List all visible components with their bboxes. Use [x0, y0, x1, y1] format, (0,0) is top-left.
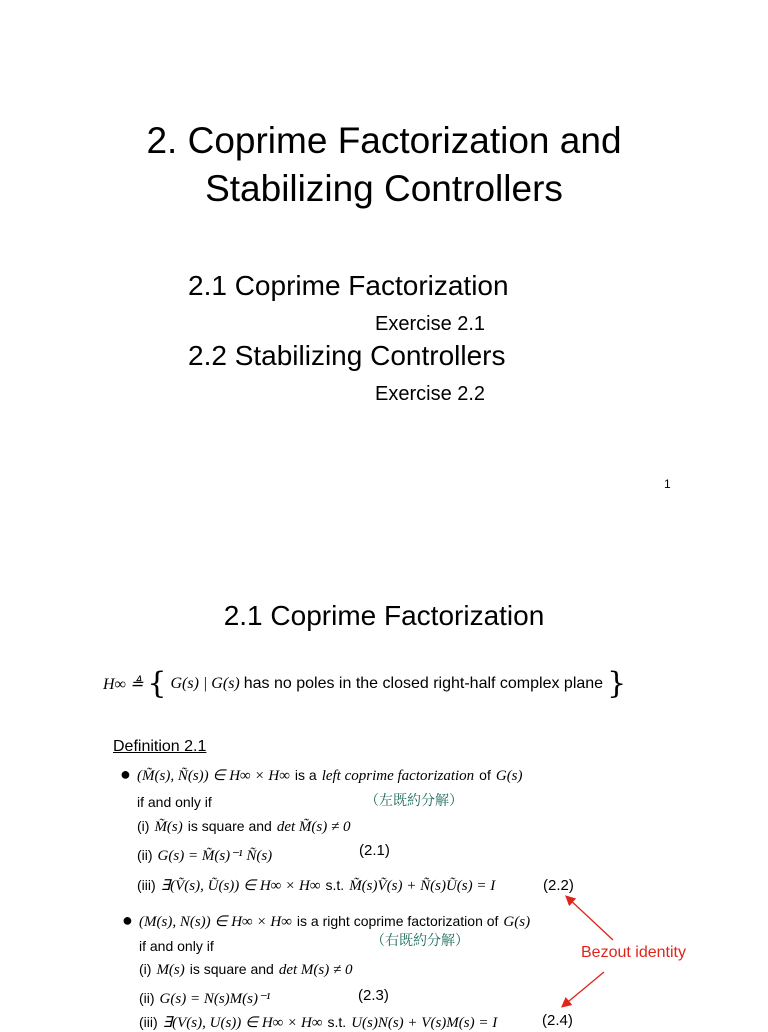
- hinf-lhs: H∞ ≜: [103, 675, 144, 693]
- equation-number-2-2: (2.2): [543, 877, 574, 894]
- text: is square and: [187, 818, 272, 834]
- equation-number-2-4: (2.4): [542, 1012, 573, 1029]
- label-iii: (iii): [137, 877, 156, 893]
- lcf-condition-i: [137, 818, 350, 836]
- rcf-iff: if and only if: [139, 938, 214, 954]
- label-ii: (ii): [139, 990, 155, 1006]
- det: det M(s) ≠ 0: [278, 962, 353, 978]
- bezout-arrows: [540, 880, 640, 1024]
- arrow-to-eq-2-4: [563, 972, 604, 1006]
- lcf-condition-iii: [137, 876, 495, 895]
- page-number-1: 1: [664, 477, 671, 491]
- text: is square and: [189, 961, 274, 977]
- rcf-condition-i: [139, 961, 352, 979]
- lcf-is-a: is a: [294, 767, 317, 783]
- math: G(s) = N(s)M(s)⁻¹: [159, 991, 271, 1007]
- hinf-set-variable: G(s) | G(s): [170, 674, 240, 692]
- lcf-iff: if and only if: [137, 794, 212, 810]
- lcf-of: of: [479, 767, 491, 783]
- math: G(s) = M̃(s)⁻¹ Ñ(s): [157, 848, 273, 864]
- arrow-to-eq-2-2: [567, 897, 613, 940]
- rcf-condition-ii: [139, 989, 270, 1008]
- set-right-brace: }: [607, 666, 627, 701]
- toc-section-2-2: 2.2 Stabilizing Controllers: [188, 340, 506, 371]
- math: M̃(s): [154, 819, 183, 835]
- lcf-condition-ii: [137, 846, 272, 865]
- rcf-condition-iii: [139, 1013, 497, 1032]
- rcf-g: G(s): [503, 914, 531, 930]
- lcf-pair: (M̃(s), Ñ(s)) ∈ H∞ × H∞: [137, 768, 290, 784]
- slide2-title: 2.1 Coprime Factorization: [223, 600, 545, 631]
- text: s.t.: [325, 877, 345, 893]
- label-i: (i): [137, 818, 150, 834]
- set-left-brace: {: [147, 666, 167, 701]
- toc-exercise-2-2: Exercise 2.2: [375, 383, 486, 405]
- equation-number-2-1: (2.1): [359, 842, 390, 859]
- rcf-text: is a right coprime factorization of: [296, 913, 499, 929]
- equation-number-2-3: (2.3): [358, 987, 389, 1004]
- toc-exercise-2-1: Exercise 2.1: [375, 313, 486, 335]
- definition-heading: Definition 2.1: [113, 738, 207, 755]
- det: det M̃(s) ≠ 0: [276, 819, 351, 835]
- jp-left-label: （左既約分解）: [365, 792, 463, 808]
- lcf-g: G(s): [495, 768, 523, 784]
- label-i: (i): [139, 961, 152, 977]
- jp-right-label: （右既約分解）: [371, 932, 469, 948]
- label-ii: (ii): [137, 847, 153, 863]
- text: s.t.: [327, 1014, 347, 1030]
- bezout-identity-label: Bezout identity: [581, 944, 686, 961]
- hinf-definition: [103, 666, 626, 701]
- math: ∃(Ṽ(s), Ũ(s)) ∈ H∞ × H∞: [160, 878, 321, 894]
- math: M̃(s)Ṽ(s) + Ñ(s)Ũ(s) = I: [349, 878, 496, 894]
- slide1-title-line2: Stabilizing Controllers: [205, 168, 563, 209]
- rcf-pair: (M(s), N(s)) ∈ H∞ × H∞: [139, 914, 292, 930]
- math: M(s): [156, 962, 185, 978]
- math: ∃(V(s), U(s)) ∈ H∞ × H∞: [162, 1015, 323, 1031]
- lcf-term: left coprime factorization: [321, 768, 475, 784]
- math: U(s)N(s) + V(s)M(s) = I: [351, 1015, 498, 1031]
- label-iii: (iii): [139, 1014, 158, 1030]
- hinf-condition-text: has no poles in the closed right-half complex plane: [243, 674, 604, 692]
- lcf-statement: [137, 766, 523, 785]
- toc-section-2-1: 2.1 Coprime Factorization: [188, 270, 509, 301]
- rcf-statement: [139, 912, 530, 931]
- bullet-icon: ●: [122, 910, 133, 930]
- bullet-icon: ●: [120, 764, 131, 784]
- slide1-title-line1: 2. Coprime Factorization and: [146, 120, 622, 161]
